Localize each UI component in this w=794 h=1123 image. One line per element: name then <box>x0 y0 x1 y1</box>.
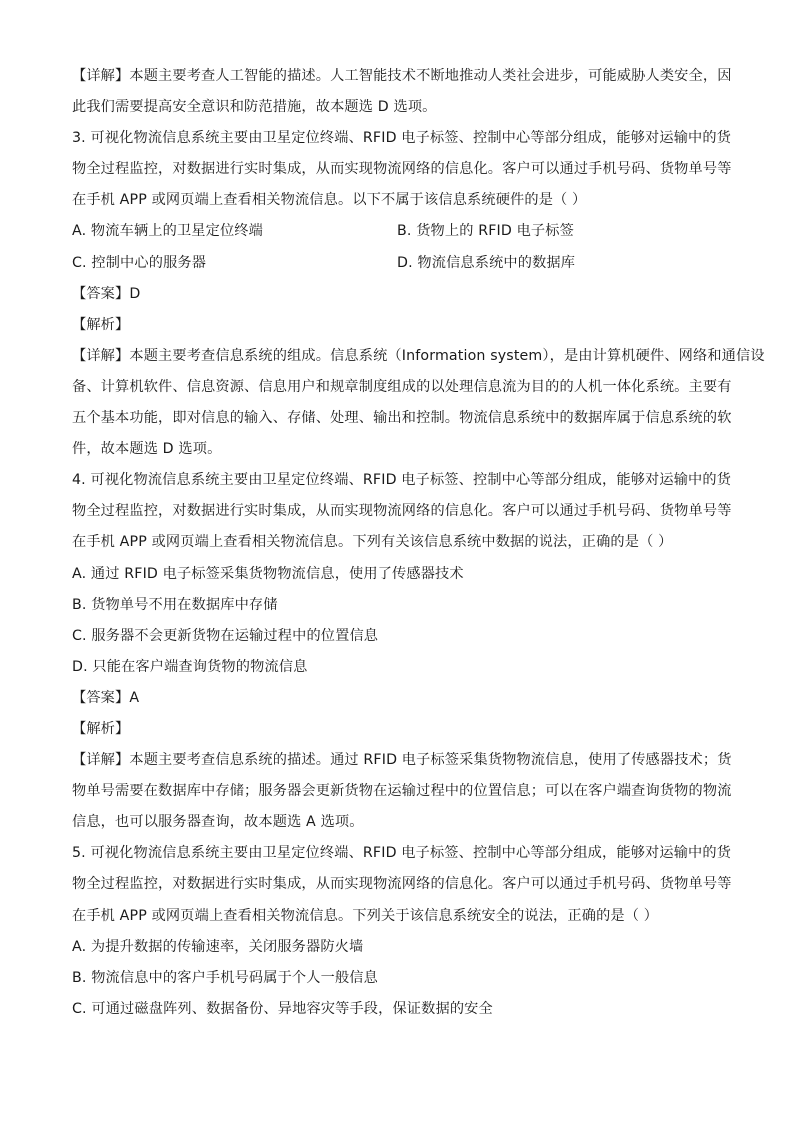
q3-option-a: A. 物流车辆上的卫星定位终端 <box>72 223 263 240</box>
q3-stem-line-1: 3. 可视化物流信息系统主要由卫星定位终端、RFID 电子标签、控制中心等部分组成，能够对运输中的货 <box>72 130 732 147</box>
q5-stem-line-1: 5. 可视化物流信息系统主要由卫星定位终端、RFID 电子标签、控制中心等部分组成，能够对运输中的货 <box>72 845 732 862</box>
q4-option-d: D. 只能在客户端查询货物的物流信息 <box>72 658 308 675</box>
q4-detail-line-3: 信息，也可以服务器查询，故本题选 A 选项。 <box>72 814 364 831</box>
q2-detail-line-1: 【详解】本题主要考查人工智能的描述。人工智能技术不断地推动人类社会进步，可能威胁人类安全，因 <box>72 68 732 84</box>
q2-detail-line-2: 此我们需要提高安全意识和防范措施，故本题选 D 选项。 <box>72 99 437 116</box>
q4-option-a: A. 通过 RFID 电子标签采集货物物流信息，使用了传感器技术 <box>72 565 464 582</box>
q3-option-b: B. 货物上的 RFID 电子标签 <box>397 223 574 240</box>
q3-detail-line-1: 【详解】本题主要考查信息系统的组成。信息系统（Information system），是由计算机硬件、网络和通信设 <box>72 347 765 364</box>
q3-stem-line-2: 物全过程监控，对数据进行实时集成，从而实现物流网络的信息化。客户可以通过手机号码、货物单号等 <box>72 161 732 178</box>
q3-detail-line-2: 备、计算机软件、信息资源、信息用户和规章制度组成的以处理信息流为目的的人机一体化系统。主要有 <box>72 378 732 395</box>
q5-stem-line-2: 物全过程监控，对数据进行实时集成，从而实现物流网络的信息化。客户可以通过手机号码、货物单号等 <box>72 876 732 893</box>
q4-analysis-heading: 【解析】 <box>72 720 130 737</box>
q5-option-a: A. 为提升数据的传输速率，关闭服务器防火墙 <box>72 938 364 955</box>
q4-stem-line-2: 物全过程监控，对数据进行实时集成，从而实现物流网络的信息化。客户可以通过手机号码、货物单号等 <box>72 503 732 520</box>
q4-detail-line-2: 物单号需要在数据库中存储；服务器会更新货物在运输过程中的位置信息；可以在客户端查询货物的物流 <box>72 783 732 800</box>
q3-option-c: C. 控制中心的服务器 <box>72 254 207 271</box>
q4-option-c: C. 服务器不会更新货物在运输过程中的位置信息 <box>72 627 379 644</box>
document-page <box>72 61 765 1025</box>
q3-answer: 【答案】D <box>72 285 141 302</box>
q4-detail-line-1: 【详解】本题主要考查信息系统的描述。通过 RFID 电子标签采集货物物流信息，使用了传感器技术；货 <box>72 752 732 769</box>
q4-stem-line-1: 4. 可视化物流信息系统主要由卫星定位终端、RFID 电子标签、控制中心等部分组成，能够对运输中的货 <box>72 472 732 489</box>
q3-stem-line-3: 在手机 APP 或网页端上查看相关物流信息。以下不属于该信息系统硬件的是（ ） <box>72 192 587 209</box>
q3-options-row-2 <box>72 248 722 279</box>
q3-options-row-1 <box>72 216 722 247</box>
q4-option-b: B. 货物单号不用在数据库中存储 <box>72 596 278 613</box>
q5-option-b: B. 物流信息中的客户手机号码属于个人一般信息 <box>72 969 378 986</box>
q3-analysis-heading: 【解析】 <box>72 316 130 333</box>
q3-option-d: D. 物流信息系统中的数据库 <box>397 254 576 271</box>
q3-detail-line-3: 五个基本功能，即对信息的输入、存储、处理、输出和控制。物流信息系统中的数据库属于信息系统的软 <box>72 410 732 427</box>
q4-stem-line-3: 在手机 APP 或网页端上查看相关物流信息。下列有关该信息系统中数据的说法，正确的是（ ） <box>72 534 673 551</box>
q5-stem-line-3: 在手机 APP 或网页端上查看相关物流信息。下列关于该信息系统安全的说法，正确的是（ ） <box>72 907 659 924</box>
q5-option-c: C. 可通过磁盘阵列、数据备份、异地容灾等手段，保证数据的安全 <box>72 1000 493 1017</box>
q4-answer: 【答案】A <box>72 689 140 706</box>
q3-detail-line-4: 件，故本题选 D 选项。 <box>72 441 222 458</box>
